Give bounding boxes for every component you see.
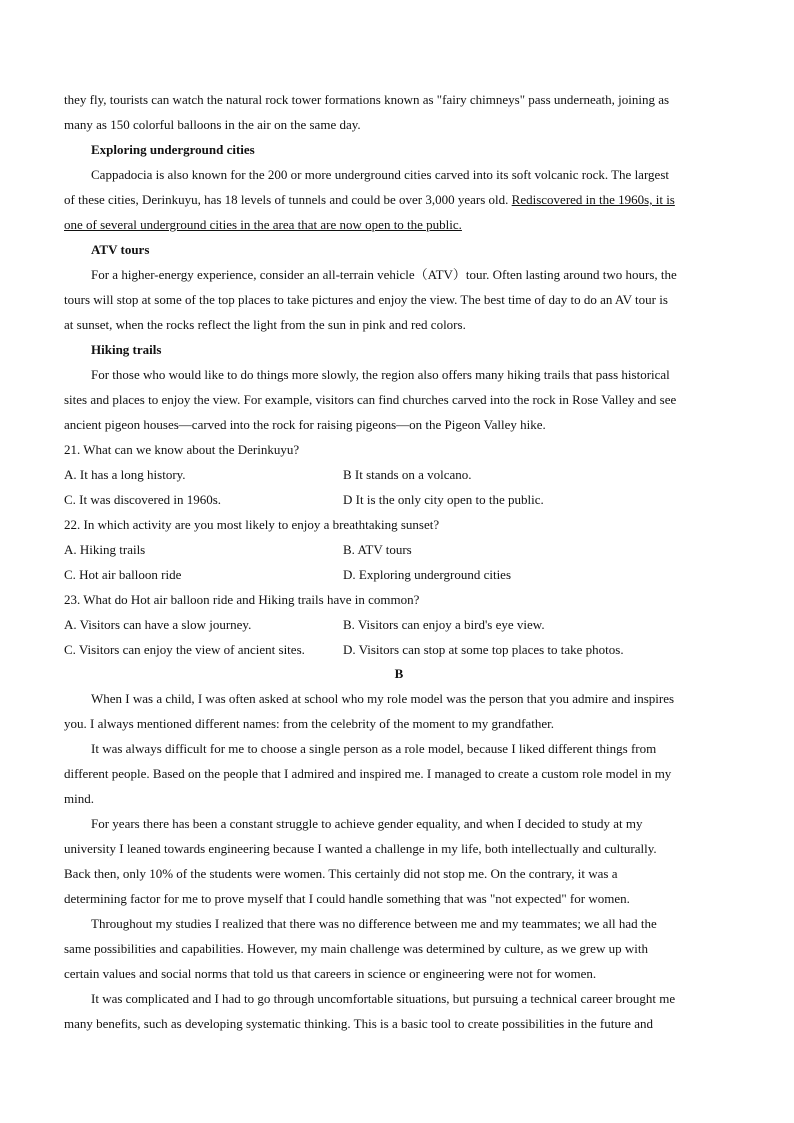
section-heading-atv: ATV tours xyxy=(91,242,150,257)
section-heading-underground: Exploring underground cities xyxy=(91,142,255,157)
paragraph-line: It was complicated and I had to go through uncomfortable situations, but pursuing a technical career brought me xyxy=(91,991,676,1006)
paragraph-line: certain values and social norms that told us that careers in science or engineering were not for women. xyxy=(64,966,597,981)
paragraph-line: different people. Based on the people that I admired and inspired me. I managed to create a custom role model in my xyxy=(64,766,672,781)
paragraph-line: you. I always mentioned different names: from the celebrity of the moment to my grandfather. xyxy=(64,716,555,731)
paragraph-line: sites and places to enjoy the view. For example, visitors can find churches carved into the rock in Rose Valley and see xyxy=(64,392,677,407)
paragraph-line: When I was a child, I was often asked at school who my role model was the person that you admire and inspires xyxy=(91,691,675,706)
option-22-a: A. Hiking trails xyxy=(64,542,146,557)
paragraph-line: same possibilities and capabilities. However, my main challenge was determined by culture, as we grew up with xyxy=(64,941,648,956)
option-23-b: B. Visitors can enjoy a bird's eye view. xyxy=(343,617,545,632)
underlined-sentence: one of several underground cities in the area that are now open to the public. xyxy=(64,217,462,232)
paragraph-line: For those who would like to do things more slowly, the region also offers many hiking trails that pass historical xyxy=(91,367,670,382)
paragraph-line: ancient pigeon houses—carved into the rock for raising pigeons—on the Pigeon Valley hike. xyxy=(64,417,546,432)
underlined-sentence: Rediscovered in the 1960s, it is xyxy=(511,192,675,207)
paragraph-line: mind. xyxy=(64,791,94,806)
option-22-c: C. Hot air balloon ride xyxy=(64,567,182,582)
paragraph-line xyxy=(64,192,734,208)
question-stem-21: 21. What can we know about the Derinkuyu? xyxy=(64,442,300,457)
option-23-a: A. Visitors can have a slow journey. xyxy=(64,617,252,632)
option-21-a: A. It has a long history. xyxy=(64,467,186,482)
paragraph-line: at sunset, when the rocks reflect the light from the sun in pink and red colors. xyxy=(64,317,466,332)
paragraph-line: tours will stop at some of the top places to take pictures and enjoy the view. The best time of day to do an AV tour is xyxy=(64,292,668,307)
paragraph-line: It was always difficult for me to choose a single person as a role model, because I liked different things from xyxy=(91,741,657,756)
option-22-d: D. Exploring underground cities xyxy=(343,567,512,582)
option-21-c: C. It was discovered in 1960s. xyxy=(64,492,222,507)
paragraph-line: many as 150 colorful balloons in the air on the same day. xyxy=(64,117,361,132)
paragraph-line: university I leaned towards engineering because I wanted a challenge in my life, both intellectually and culturally. xyxy=(64,841,657,856)
question-stem-23: 23. What do Hot air balloon ride and Hiking trails have in common? xyxy=(64,592,420,607)
paragraph-line: For a higher-energy experience, consider an all-terrain vehicle（ATV）tour. Often lasting around two hours, the xyxy=(91,267,677,282)
paragraph-line: Cappadocia is also known for the 200 or more underground cities carved into its soft volcanic rock. The largest xyxy=(91,167,669,182)
paragraph-line: For years there has been a constant struggle to achieve gender equality, and when I decided to study at my xyxy=(91,816,643,831)
paragraph-line: determining factor for me to prove myself that I could handle something that was "not expected" for women. xyxy=(64,891,630,906)
paragraph-line: many benefits, such as developing systematic thinking. This is a basic tool to create possibilities in the future and xyxy=(64,1016,653,1031)
question-stem-22: 22. In which activity are you most likely to enjoy a breathtaking sunset? xyxy=(64,517,440,532)
option-21-d: D It is the only city open to the public. xyxy=(343,492,544,507)
option-22-b: B. ATV tours xyxy=(343,542,412,557)
option-23-c: C. Visitors can enjoy the view of ancient sites. xyxy=(64,642,305,657)
section-label-b: B xyxy=(394,666,404,681)
paragraph-text: of these cities, Derinkuyu, has 18 levels of tunnels and could be over 3,000 years old. xyxy=(64,192,512,207)
paragraph-line: they fly, tourists can watch the natural rock tower formations known as "fairy chimneys" pass underneath, joining as xyxy=(64,92,670,107)
paragraph-line: Throughout my studies I realized that there was no difference between me and my teammates; we all had the xyxy=(91,916,657,931)
section-heading-hiking: Hiking trails xyxy=(91,342,162,357)
option-23-d: D. Visitors can stop at some top places to take photos. xyxy=(343,642,624,657)
option-21-b: B It stands on a volcano. xyxy=(343,467,472,482)
paragraph-line: Back then, only 10% of the students were women. This certainly did not stop me. On the contrary, it was a xyxy=(64,866,618,881)
